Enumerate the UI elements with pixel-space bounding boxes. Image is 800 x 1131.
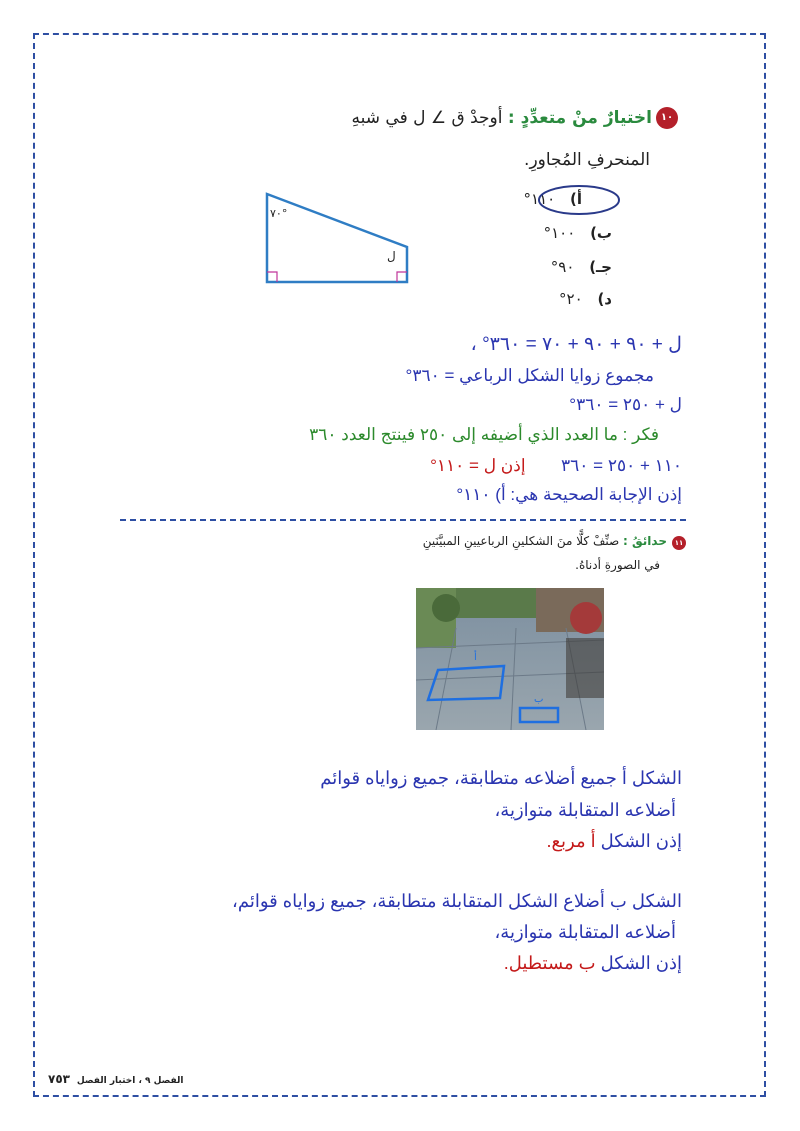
garden-photo	[416, 588, 604, 730]
problem-11-header	[423, 534, 667, 548]
solution-11-a-line-2: أضلاعه المتقابلة متوازية،	[494, 800, 676, 820]
choice-a-value: ١١٠°	[523, 190, 556, 208]
problem-11-title: حدائقُ :	[623, 534, 667, 548]
solution-10-line-4: فكر : ما العدد الذي أضيفه إلى ٢٥٠ فينتج العدد ٣٦٠	[309, 425, 659, 444]
solution-10-line-5-equation: ١١٠ + ٢٥٠ = ٣٦٠	[561, 456, 682, 475]
footer-chapter: الفصل ٩ ، اختبار الفصل	[76, 1076, 184, 1086]
solution-11-a-answer: أ مربع.	[546, 831, 596, 851]
choice-c-value: ٩٠°	[550, 258, 575, 276]
problem-11-prompt: صنِّفْ كلًّا منَ الشكلينِ الرباعيينِ المبيَّنَينِ	[422, 534, 620, 548]
problem-10-prompt-cont: المنحرفِ المُجاورِ.	[524, 150, 650, 170]
problem-10-number: ١٠	[656, 107, 678, 129]
shape-b-label: ب	[534, 694, 544, 705]
right-angle-mark-left	[267, 272, 277, 282]
choice-c-letter: جـ)	[589, 258, 612, 276]
solution-11-a-line-1: الشكل أ جميع أضلاعه متطابقة، جميع زواياه قوائم	[320, 768, 682, 788]
problem-11-number: ١١	[672, 536, 686, 550]
solution-11-b-line-1: الشكل ب أضلاع الشكل المتقابلة متطابقة، جميع زواياه قوائم،	[232, 891, 682, 911]
angle-l-label: ل	[387, 249, 396, 263]
solution-10-line-1: ل + ٩٠ + ٩٠ + ٧٠ = ٣٦٠° ،	[470, 334, 682, 355]
solution-11-b-line-2: أضلاعه المتقابلة متوازية،	[494, 922, 676, 942]
answer-circle	[536, 183, 622, 217]
solution-10-line-5-answer: إذن ل = ١١٠°	[430, 456, 526, 475]
problem-10-prompt: أوجدْ ق ∠ ل في شبهِ	[351, 108, 503, 128]
solution-11-b-line-3	[504, 953, 682, 974]
solution-11-b-prefix: إذن الشكل	[595, 953, 682, 973]
angle-70-label: ٧٠°	[270, 207, 288, 220]
shape-a-label: أ	[474, 652, 477, 663]
choice-d-value: ٢٠°	[559, 290, 583, 308]
trapezoid-figure	[260, 190, 420, 290]
problem-11-prompt-cont: في الصورةِ أدناهُ.	[575, 558, 660, 572]
solution-10-line-6: إذن الإجابة الصحيحة هي: أ) ١١٠°	[456, 485, 682, 504]
solution-11-a-prefix: إذن الشكل	[595, 831, 682, 851]
page-footer	[48, 1072, 184, 1086]
choice-b-value: ١٠٠°	[543, 224, 576, 242]
footer-page-number: ٧٥٣	[48, 1072, 70, 1086]
choice-b[interactable]	[544, 224, 612, 242]
solution-11-b-answer: ب مستطيل.	[503, 953, 596, 973]
solution-11-a-line-3	[546, 831, 682, 852]
section-separator	[120, 519, 686, 521]
choice-d[interactable]	[559, 290, 612, 308]
choice-a-letter: أ)	[570, 190, 582, 208]
right-angle-mark-right	[397, 272, 407, 282]
trapezoid-shape	[267, 194, 407, 282]
solution-10-line-2: مجموع زوايا الشكل الرباعي = ٣٦٠°	[405, 366, 654, 385]
solution-10-line-5	[430, 456, 682, 476]
problem-10-header	[352, 108, 652, 128]
choice-b-letter: ب)	[590, 224, 612, 242]
problem-10-title: اختيارٌ منْ متعدِّدٍ :	[507, 108, 652, 128]
choice-d-letter: د)	[597, 290, 612, 308]
solution-10-line-3: ل + ٢٥٠ = ٣٦٠°	[569, 395, 682, 414]
choice-c[interactable]	[551, 258, 612, 276]
